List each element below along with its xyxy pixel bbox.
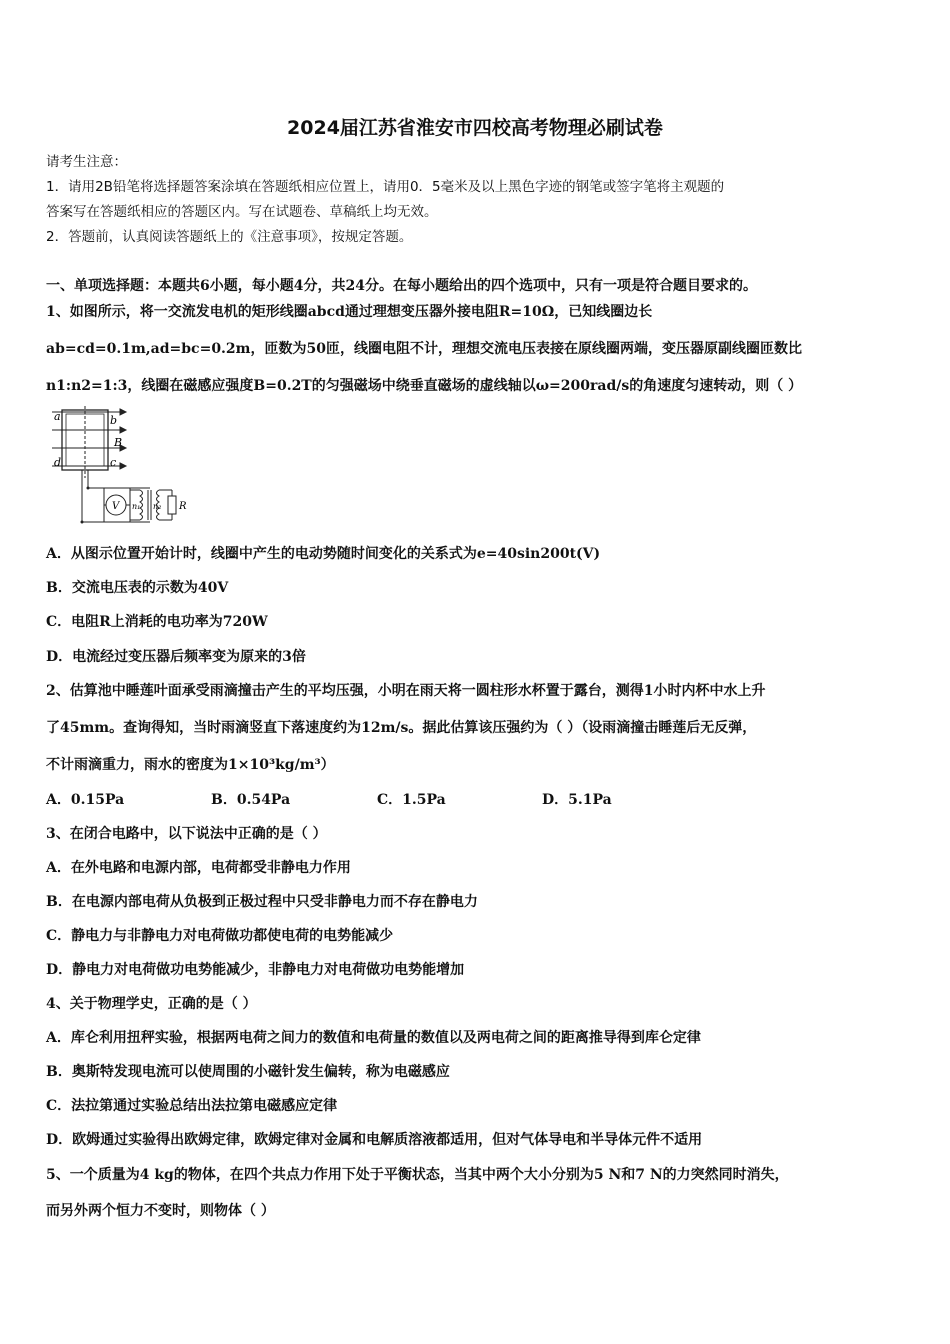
- q2-option-a: A．0.15Pa: [46, 792, 125, 808]
- q2-option-c: C．1.5Pa: [377, 792, 446, 808]
- fig-label-n2: n₂: [153, 502, 162, 511]
- q5-stem-line-1: 5、一个质量为4 kg的物体，在四个共点力作用下处于平衡状态，当其中两个大小分别为5 N和7 N的力突然同时消失，: [46, 1167, 789, 1183]
- q1-option-d: D．电流经过变压器后频率变为原来的3倍: [46, 649, 306, 665]
- fig-label-field: B: [114, 436, 123, 449]
- fig-label-R: R: [179, 501, 187, 512]
- q1-stem-line-3: n1:n2=1:3，线圈在磁感应强度B=0.2T的匀强磁场中绕垂直磁场的虚线轴以ω=200rad/s的角速度匀速转动，则（ ）: [46, 378, 803, 394]
- fig-label-a: a: [54, 410, 61, 423]
- fig-label-voltmeter: V: [112, 501, 120, 512]
- q4-option-c: C．法拉第通过实验总结出法拉第电磁感应定律: [46, 1098, 338, 1114]
- q4-option-a: A．库仑利用扭秤实验，根据两电荷之间力的数值和电荷量的数值以及两电荷之间的距离推导得到库仑定律: [46, 1030, 701, 1046]
- q3-option-b: B．在电源内部电荷从负极到正极过程中只受非静电力而不存在静电力: [46, 894, 478, 910]
- q1-option-a: A．从图示位置开始计时，线圈中产生的电动势随时间变化的关系式为e=40sin200t(V): [46, 546, 601, 562]
- fig-label-b: b: [110, 414, 118, 427]
- fig-label-n1: n₁: [132, 502, 141, 511]
- q3-stem: 3、在闭合电路中，以下说法中正确的是（ ）: [46, 826, 327, 842]
- q1-option-b: B．交流电压表的示数为40V: [46, 580, 229, 596]
- q2-options: [46, 790, 906, 810]
- q4-stem: 4、关于物理学史，正确的是（ ）: [46, 996, 257, 1012]
- q2-stem-line-1: 2、估算池中睡莲叶面承受雨滴撞击产生的平均压强，小明在雨天将一圆柱形水杯置于露台，测得1小时内杯中水上升: [46, 683, 766, 699]
- q2-stem-line-2: 了45mm。查询得知，当时雨滴竖直下落速度约为12m/s。据此估算该压强约为（ ）（设雨滴撞击睡莲后无反弹，: [46, 720, 757, 736]
- page-title: 2024届江苏省淮安市四校高考物理必刷试卷: [287, 117, 663, 139]
- q2-option-d: D．5.1Pa: [542, 792, 612, 808]
- fig-label-c: c: [110, 456, 117, 469]
- q3-option-a: A．在外电路和电源内部，电荷都受非静电力作用: [46, 860, 351, 876]
- q4-option-d: D．欧姆通过实验得出欧姆定律，欧姆定律对金属和电解质溶液都适用，但对气体导电和半导体元件不适用: [46, 1132, 703, 1148]
- q3-option-c: C．静电力与非静电力对电荷做功都使电荷的电势能减少: [46, 928, 394, 944]
- q2-stem-line-3: 不计雨滴重力，雨水的密度为1×10³kg/m³）: [46, 757, 335, 773]
- notice-line-2: 2．答题前，认真阅读答题纸上的《注意事项》，按规定答题。: [46, 229, 413, 245]
- section-heading: 一、单项选择题：本题共6小题，每小题4分，共24分。在每小题给出的四个选项中，只有一项是符合题目要求的。: [46, 278, 757, 294]
- q1-stem-line-2: ab=cd=0.1m,ad=bc=0.2m，匝数为50匝，线圈电阻不计，理想交流电压表接在原线圈两端，变压器原副线圈匝数比: [46, 341, 802, 357]
- q5-stem-line-2: 而另外两个恒力不变时，则物体（ ）: [46, 1203, 275, 1219]
- fig-label-d: d: [54, 456, 62, 469]
- notice-line-1a: 1．请用2B铅笔将选择题答案涂填在答题纸相应位置上，请用0．5毫米及以上黑色字迹的钢笔或签字笔将主观题的: [46, 179, 725, 195]
- q1-option-c: C．电阻R上消耗的电功率为720W: [46, 614, 268, 630]
- q3-option-d: D．静电力对电荷做功电势能减少，非静电力对电荷做功电势能增加: [46, 962, 465, 978]
- q4-option-b: B．奥斯特发现电流可以使周围的小磁针发生偏转，称为电磁感应: [46, 1064, 450, 1080]
- q1-stem-line-1: 1、如图所示，将一交流发电机的矩形线圈abcd通过理想变压器外接电阻R=10Ω，已知线圈边长: [46, 304, 653, 320]
- notice-heading: 请考生注意：: [46, 154, 127, 170]
- q1-circuit-figure: [50, 406, 200, 528]
- q2-option-b: B．0.54Pa: [211, 792, 291, 808]
- notice-line-1b: 答案写在答题纸相应的答题区内。写在试题卷、草稿纸上均无效。: [46, 204, 438, 220]
